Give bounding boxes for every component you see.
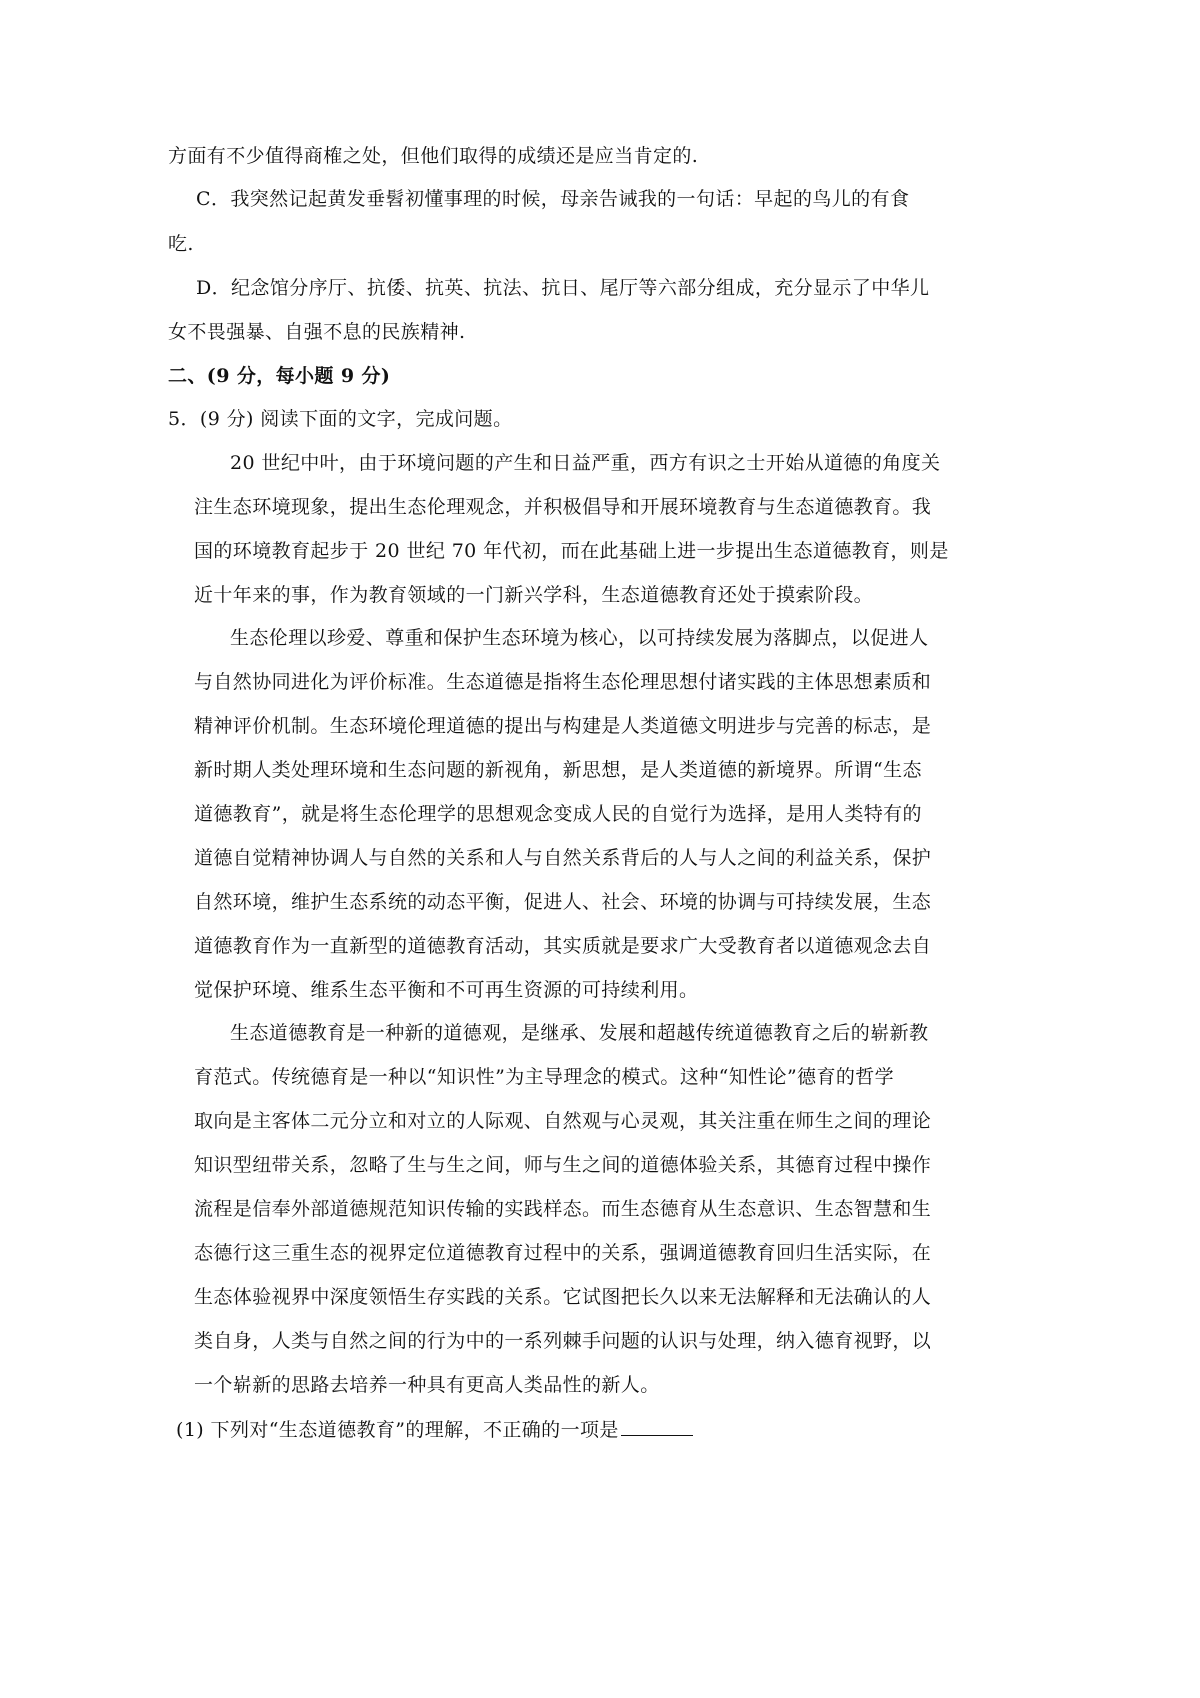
paragraph-line: 道德自觉精神协调人与自然的关系和人与自然关系背后的人与人之间的利益关系，保护 [194,847,932,869]
paragraph-line: 流程是信奉外部道德规范知识传输的实践样态。而生态德育从生态意识、生态智慧和生 [194,1198,932,1220]
paragraph-line: 生态道德教育是一种新的道德观，是继承、发展和超越传统道德教育之后的崭新教 [230,1022,929,1044]
paragraph-line: 道德教育作为一直新型的道德教育活动，其实质就是要求广大受教育者以道德观念去自 [194,935,932,957]
paragraph-line: 精神评价机制。生态环境伦理道德的提出与构建是人类道德文明进步与完善的标志，是 [194,715,932,737]
paragraph-line: 觉保护环境、维系生态平衡和不可再生资源的可持续利用。 [194,979,699,1001]
paragraph-line: 自然环境，维护生态系统的动态平衡，促进人、社会、环境的协调与可持续发展，生态 [194,891,932,913]
paragraph-line: 生态伦理以珍爱、尊重和保护生态环境为核心，以可持续发展为落脚点，以促进人 [230,627,929,649]
question-5-stem: 5．(9 分) 阅读下面的文字，完成问题。 [168,408,513,430]
option-c-line-1: C．我突然记起黄发垂髫初懂事理的时候，母亲告诫我的一句话：早起的鸟儿的有食 [196,188,910,210]
paragraph-line: 与自然协同进化为评价标准。生态道德是指将生态伦理思想付诸实践的主体思想素质和 [194,671,932,693]
paragraph-line: 20 世纪中叶，由于环境问题的产生和日益严重，西方有识之士开始从道德的角度关 [230,452,941,474]
paragraph-line: 生态体验视界中深度领悟生存实践的关系。它试图把长久以来无法解释和无法确认的人 [194,1286,932,1308]
subquestion-1-text: (1) 下列对“生态道德教育”的理解，不正确的一项是 [176,1419,619,1441]
paragraph-line: 国的环境教育起步于 20 世纪 70 年代初，而在此基础上进一步提出生态道德教育，则是 [194,540,949,562]
paragraph-line: 新时期人类处理环境和生态问题的新视角，新思想，是人类道德的新境界。所谓“生态 [194,759,922,781]
option-d-line-2: 女不畏强暴、自强不息的民族精神. [168,321,466,343]
paragraph-line: 知识型纽带关系，忽略了生与生之间，师与生之间的道德体验关系，其德育过程中操作 [194,1154,932,1176]
paragraph-line: 近十年来的事，作为教育领域的一门新兴学科，生态道德教育还处于摸索阶段。 [194,584,874,606]
paragraph-line: 取向是主客体二元分立和对立的人际观、自然观与心灵观，其关注重在师生之间的理论 [194,1110,932,1132]
paragraph-line: 育范式。传统德育是一种以“知识性”为主导理念的模式。这种“知性论”德育的哲学 [194,1066,895,1088]
option-d-line-1: D．纪念馆分序厅、抗倭、抗英、抗法、抗日、尾厅等六部分组成，充分显示了中华儿 [196,277,930,299]
paragraph-line: 类自身，人类与自然之间的行为中的一系列棘手问题的认识与处理，纳入德育视野，以 [194,1330,932,1352]
subquestion-1 [176,1415,693,1442]
paragraph-line: 态德行这三重生态的视界定位道德教育过程中的关系，强调道德教育回归生活实际，在 [194,1242,932,1264]
paragraph-line: 一个崭新的思路去培养一种具有更高人类品性的新人。 [194,1374,660,1396]
answer-blank [621,1415,693,1436]
option-c-line-2: 吃. [168,233,194,255]
paragraph-line: 道德教育”，就是将生态伦理学的思想观念变成人民的自觉行为选择，是用人类特有的 [194,803,922,825]
continued-text-line: 方面有不少值得商榷之处，但他们取得的成绩还是应当肯定的. [168,145,699,167]
section-two-heading: 二、(9 分，每小题 9 分) [168,365,391,387]
paragraph-line: 注生态环境现象，提出生态伦理观念，并积极倡导和开展环境教育与生态道德教育。我 [194,496,932,518]
